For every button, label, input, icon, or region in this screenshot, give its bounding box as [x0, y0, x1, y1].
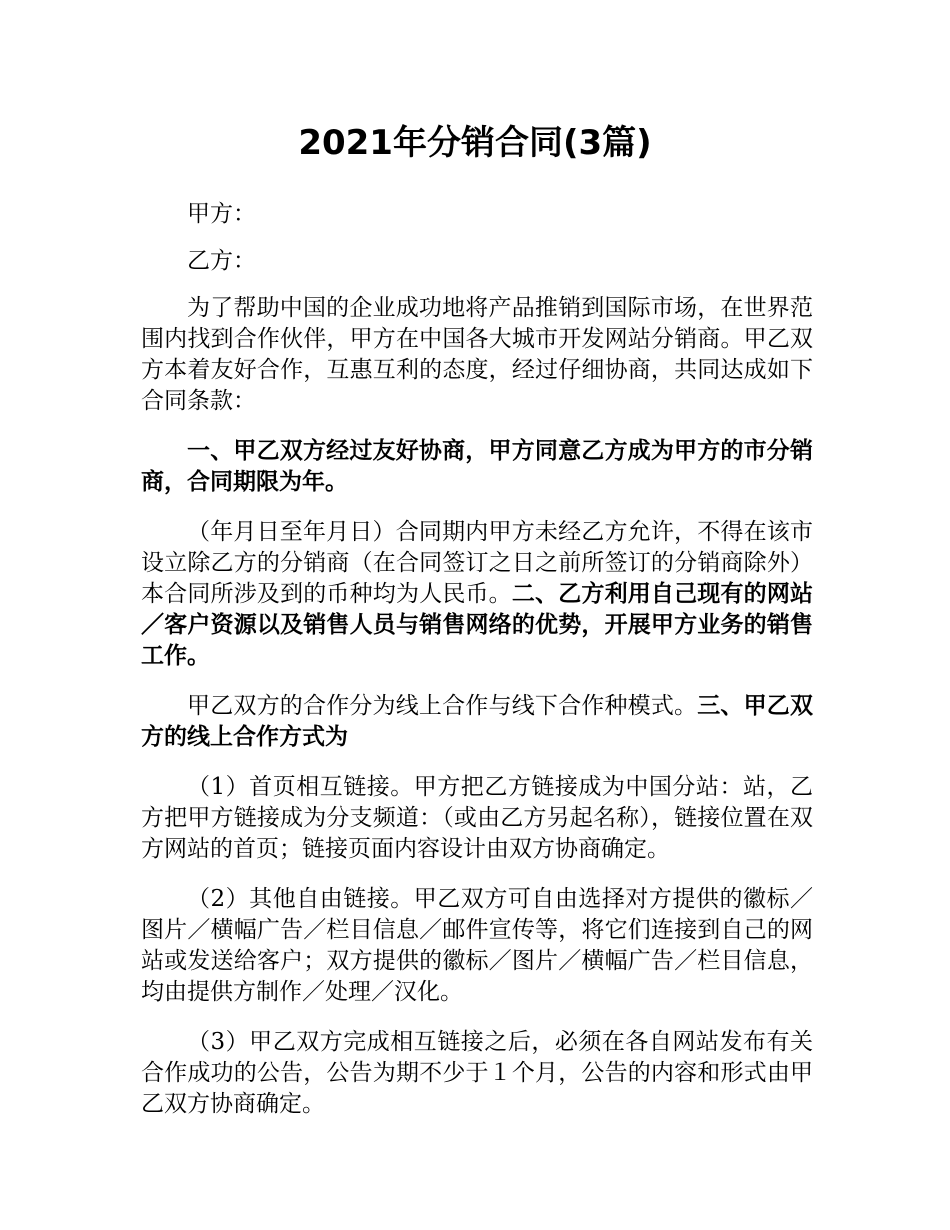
clause-1-body: （年月日至年月日）合同期内甲方未经乙方允许，不得在该市设立除乙方的分销商（在合同签订之日之前所签订的分销商除外）本合同所涉及到的币种均为人民币。 [141, 519, 813, 607]
document-title: 2021年分销合同(3篇) [298, 123, 652, 163]
item-2-paragraph: （2）其他自由链接。甲乙双方可自由选择对方提供的徽标／图片／横幅广告／栏目信息／邮件宣传等，将它们连接到自己的网站或发送给客户；双方提供的徽标／图片／横幅广告／栏目信息，均由提供方制作／处理／汉化。 [141, 886, 813, 1005]
item-1-paragraph: （1）首页相互链接。甲方把乙方链接成为中国分站：站，乙方把甲方链接成为分支频道：（或由乙方另起名称），链接位置在双方网站的首页；链接页面内容设计由双方协商确定。 [141, 774, 813, 862]
item-3-paragraph: （3）甲乙双方完成相互链接之后，必须在各自网站发布有关合作成功的公告，公告为期不少于１个月，公告的内容和形式由甲乙双方协商确定。 [141, 1029, 813, 1117]
party-b-line: 乙方： [187, 248, 256, 274]
clause-1-heading: 一、甲乙双方经过友好协商，甲方同意乙方成为甲方的市分销商，合同期限为年。 [141, 438, 813, 495]
document-body [141, 199, 813, 1120]
cooperation-modes-text: 甲乙双方的合作分为线上合作与线下合作种模式。 [187, 693, 698, 719]
cooperation-paragraph [141, 691, 813, 753]
party-a-line: 甲方： [187, 201, 256, 227]
clause-1-paragraph [141, 517, 813, 672]
intro-paragraph: 为了帮助中国的企业成功地将产品推销到国际市场，在世界范围内找到合作伙伴，甲方在中国各大城市开发网站分销商。甲乙双方本着友好合作，互惠互利的态度，经过仔细协商，共同达成如下合同条款： [141, 295, 813, 414]
clause-3-heading: 三、甲乙双方的线上合作方式为 [141, 693, 814, 750]
clause-2-heading: 二、乙方利用自己现有的网站／客户资源以及销售人员与销售网络的优势，开展甲方业务的销售工作。 [141, 581, 814, 669]
